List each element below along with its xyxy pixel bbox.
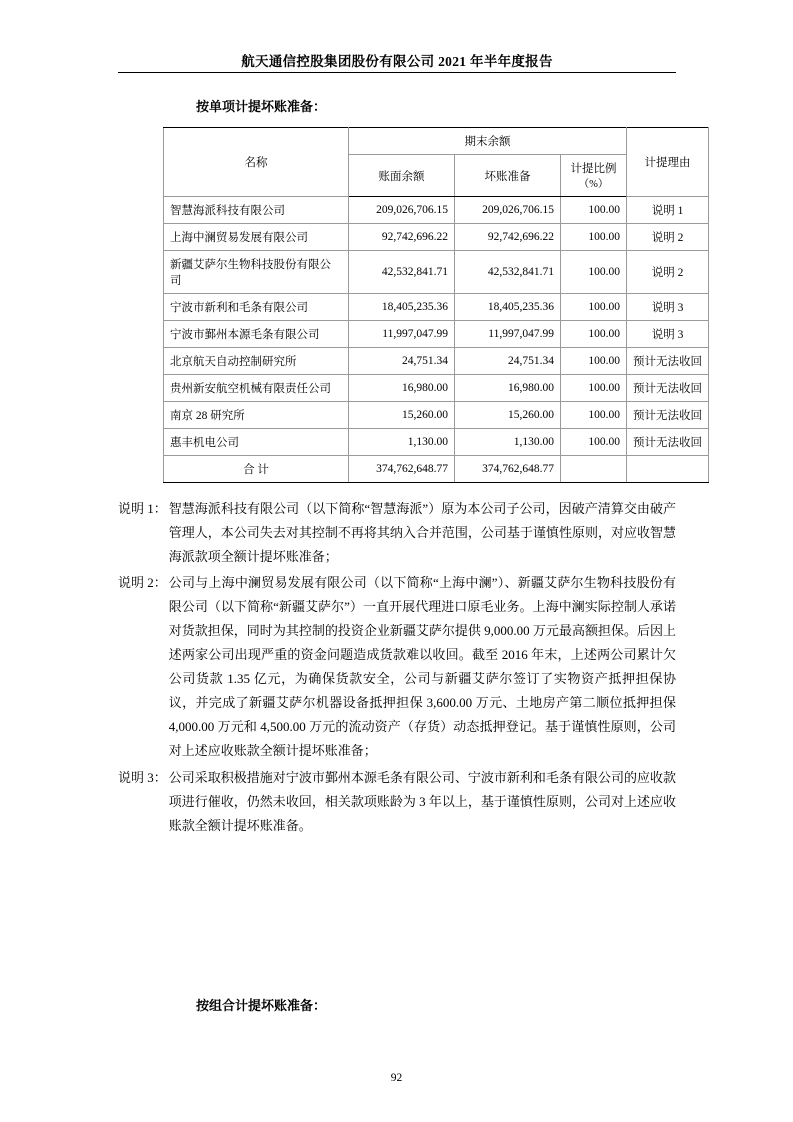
header-cell-ratio (561, 155, 627, 197)
cell-reason: 说明 1 (627, 197, 709, 224)
cell-total-book: 374,762,648.77 (349, 456, 455, 483)
cell-book: 15,260.00 (349, 402, 455, 429)
note-item (118, 766, 676, 838)
cell-bad: 24,751.34 (455, 348, 561, 375)
table-row (164, 321, 709, 348)
note-item (118, 497, 676, 569)
cell-ratio: 100.00 (561, 321, 627, 348)
cell-ratio: 100.00 (561, 294, 627, 321)
cell-name: 新疆艾萨尔生物科技股份有限公司 (164, 251, 349, 294)
table-row (164, 348, 709, 375)
cell-book: 42,532,841.71 (349, 251, 455, 294)
cell-reason: 说明 3 (627, 294, 709, 321)
cell-ratio: 100.00 (561, 251, 627, 294)
note-label: 说明 1： (118, 501, 167, 516)
cell-reason: 预计无法收回 (627, 348, 709, 375)
header-cell-book-balance: 账面余额 (349, 155, 455, 197)
footer-section-title: 按组合计提坏账准备： (196, 998, 327, 1013)
cell-ratio: 100.00 (561, 224, 627, 251)
cell-reason: 预计无法收回 (627, 375, 709, 402)
header-cell-bad-debt: 坏账准备 (455, 155, 561, 197)
header-cell-period-end: 期末余额 (349, 128, 627, 155)
table-row (164, 375, 709, 402)
cell-book: 18,405,235.36 (349, 294, 455, 321)
cell-total-reason (627, 456, 709, 483)
note-item (118, 571, 676, 763)
note-text: 公司采取积极措施对宁波市鄞州本源毛条有限公司、宁波市新利和毛条有限公司的应收款项进行催收，仍然未收回，相关款项账龄为 3 年以上，基于谨慎性原则，公司对上述应收账款全额计提坏账准备。 (168, 769, 676, 833)
cell-ratio: 100.00 (561, 429, 627, 456)
cell-book: 92,742,696.22 (349, 224, 455, 251)
cell-reason: 说明 3 (627, 321, 709, 348)
cell-bad: 209,026,706.15 (455, 197, 561, 224)
cell-ratio: 100.00 (561, 197, 627, 224)
cell-bad: 15,260.00 (455, 402, 561, 429)
bad-debt-table (163, 127, 709, 483)
table-row (164, 251, 709, 294)
header-divider (118, 72, 676, 73)
cell-book: 11,997,047.99 (349, 321, 455, 348)
cell-ratio: 100.00 (561, 402, 627, 429)
table-row (164, 294, 709, 321)
table-header-row-1 (164, 128, 709, 155)
cell-total-bad: 374,762,648.77 (455, 456, 561, 483)
cell-book: 209,026,706.15 (349, 197, 455, 224)
cell-bad: 18,405,235.36 (455, 294, 561, 321)
cell-ratio: 100.00 (561, 375, 627, 402)
section-title: 按单项计提坏账准备： (196, 99, 327, 114)
table-row (164, 224, 709, 251)
note-label: 说明 2： (118, 575, 167, 591)
cell-reason: 说明 2 (627, 251, 709, 294)
cell-ratio: 100.00 (561, 348, 627, 375)
cell-book: 24,751.34 (349, 348, 455, 375)
cell-reason: 说明 2 (627, 224, 709, 251)
cell-name: 上海中澜贸易发展有限公司 (164, 224, 349, 251)
cell-name: 惠丰机电公司 (164, 429, 349, 456)
header-ratio-unit: （%） (578, 179, 609, 190)
cell-name: 宁波市鄞州本源毛条有限公司 (164, 321, 349, 348)
header-ratio-label: 计提比例 (570, 163, 617, 175)
table-row (164, 429, 709, 456)
cell-bad: 92,742,696.22 (455, 224, 561, 251)
cell-bad: 1,130.00 (455, 429, 561, 456)
note-text: 公司与上海中澜贸易发展有限公司（以下简称“上海中澜”）、新疆艾萨尔生物科技股份有限公司（以下简称“新疆艾萨尔”）一直开展代理进口原毛业务。上海中澜实际控制人承诺对货款担保，同时为其控制的投资企业新疆艾萨尔提供 9,000.00 万元最高额担保。后因上述两家公司出现严重的资金问题造成货款难以收回。截至 2016 年末，上述两公司累计欠公司货款 1.35 亿元，为确保货款安全，公司与新疆艾萨尔签订了实物资产抵押担保协议，并完成了新疆艾萨尔机器设备抵押担保 3,600.00 万元、土地房产第二顺位抵押担保 4,000.00 万元和 4,500.00 万元的流动资产（存货）动态抵押登记。基于谨慎性原则，公司对上述应收账款全额计提坏账准备； (168, 575, 676, 759)
header-cell-name: 名称 (164, 128, 349, 197)
note-text: 智慧海派科技有限公司（以下简称“智慧海派”）原为本公司子公司，因破产清算交由破产管理人，本公司失去对其控制不再将其纳入合并范围，公司基于谨慎性原则，对应收智慧海派款项全额计提坏账准备； (168, 501, 676, 565)
cell-reason: 预计无法收回 (627, 429, 709, 456)
cell-total-ratio (561, 456, 627, 483)
cell-book: 1,130.00 (349, 429, 455, 456)
cell-name: 北京航天自动控制研究所 (164, 348, 349, 375)
cell-bad: 11,997,047.99 (455, 321, 561, 348)
notes-list (118, 497, 676, 838)
cell-bad: 42,532,841.71 (455, 251, 561, 294)
cell-name: 贵州新安航空机械有限责任公司 (164, 375, 349, 402)
page-number: 92 (390, 1072, 403, 1084)
cell-name: 智慧海派科技有限公司 (164, 197, 349, 224)
cell-reason: 预计无法收回 (627, 402, 709, 429)
cell-name: 南京 28 研究所 (164, 402, 349, 429)
table-total-row (164, 456, 709, 483)
page-content (118, 96, 703, 840)
header-cell-reason: 计提理由 (627, 128, 709, 197)
page-header: 航天通信控股集团股份有限公司 2021 年半年度报告 (241, 54, 553, 69)
cell-name: 宁波市新利和毛条有限公司 (164, 294, 349, 321)
table-row (164, 197, 709, 224)
cell-total-label: 合 计 (164, 456, 349, 483)
note-label: 说明 3： (118, 769, 167, 785)
cell-book: 16,980.00 (349, 375, 455, 402)
table-row (164, 402, 709, 429)
cell-bad: 16,980.00 (455, 375, 561, 402)
